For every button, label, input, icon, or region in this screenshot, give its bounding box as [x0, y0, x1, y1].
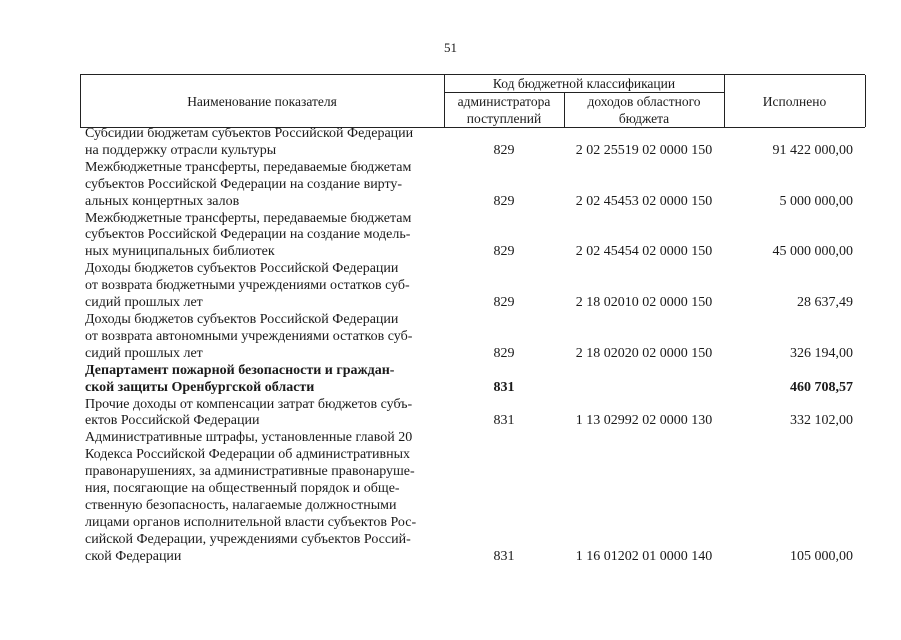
indicator-name-line: сидий прошлых лет	[85, 345, 203, 361]
admin-code: 829	[493, 244, 515, 260]
indicator-name-line: ных муниципальных библиотек	[85, 244, 275, 260]
income-code: 1 16 01202 01 0000 140	[575, 548, 713, 564]
indicator-name-line: от возврата автономными учреждениями остатков суб-	[85, 328, 413, 344]
indicator-name-line: ния, посягающие на общественный порядок и обще-	[85, 481, 400, 497]
table-row	[80, 363, 865, 397]
admin-code: 831	[493, 413, 515, 429]
table-row	[80, 261, 865, 312]
indicator-name-line: правонарушениях, за административные правонаруше-	[85, 464, 415, 480]
header-name: Наименование показателя	[187, 93, 337, 109]
income-code: 2 18 02010 02 0000 150	[575, 295, 713, 311]
table-row	[80, 312, 865, 363]
indicator-name-line: ской Федерации	[85, 548, 182, 564]
indicator-name-line: Административные штрафы, установленные главой 20	[85, 430, 413, 446]
indicator-name-line: субъектов Российской Федерации на создание модель-	[85, 227, 411, 243]
indicator-name	[80, 261, 441, 312]
indicator-name-line: Прочие доходы от компенсации затрат бюджетов субъ-	[85, 396, 413, 412]
income-code: 2 02 45453 02 0000 150	[575, 193, 713, 209]
executed-amount: 326 194,00	[790, 345, 853, 361]
indicator-name-line: Субсидии бюджетам субъектов Российской Федерации	[85, 126, 414, 141]
indicator-name-line: Межбюджетные трансферты, передаваемые бюджетам	[85, 210, 412, 226]
table-row	[80, 160, 865, 211]
header-income-line1: доходов областного	[587, 94, 701, 109]
header-admin-line2: поступлений	[466, 111, 542, 126]
indicator-name	[80, 211, 441, 262]
indicator-name	[80, 160, 441, 211]
indicator-name-line: субъектов Российской Федерации на создание вирту-	[85, 176, 403, 192]
indicator-name-line: ственную безопасность, налагаемые должностными	[85, 497, 397, 513]
table-row	[80, 126, 865, 160]
header-executed: Исполнено	[762, 93, 827, 109]
indicator-name	[80, 397, 441, 431]
executed-amount: 460 708,57	[790, 379, 853, 395]
income-code: 1 13 02992 02 0000 130	[575, 413, 713, 429]
table-row	[80, 211, 865, 262]
header-code-group: Код бюджетной классификации	[492, 76, 676, 91]
header-admin	[444, 93, 564, 127]
indicator-name-line: сийской Федерации, учреждениями субъектов Россий-	[85, 531, 411, 547]
indicator-name	[80, 126, 441, 160]
indicator-name	[80, 363, 441, 397]
admin-code: 829	[493, 193, 515, 209]
header-income	[564, 93, 724, 127]
indicator-name-line: Доходы бюджетов субъектов Российской Федерации	[85, 311, 399, 327]
table-row	[80, 430, 865, 565]
indicator-name-line: Доходы бюджетов субъектов Российской Федерации	[85, 261, 399, 277]
executed-amount: 105 000,00	[790, 548, 853, 564]
header-admin-line1: администратора	[457, 94, 551, 109]
admin-code: 829	[493, 345, 515, 361]
admin-code: 829	[493, 142, 515, 158]
indicator-name-line: Департамент пожарной безопасности и граждан-	[85, 362, 395, 378]
indicator-name-line: сидий прошлых лет	[85, 295, 203, 311]
executed-amount: 332 102,00	[790, 413, 853, 429]
indicator-name-line: ектов Российской Федерации	[85, 413, 260, 429]
admin-code: 831	[493, 379, 515, 395]
executed-amount: 45 000 000,00	[772, 244, 853, 260]
table-body	[80, 126, 865, 566]
indicator-name-line: Кодекса Российской Федерации об административных	[85, 447, 411, 463]
indicator-name-line: ской защиты Оренбургской области	[85, 379, 315, 395]
indicator-name-line: альных концертных залов	[85, 193, 240, 209]
income-code: 2 18 02020 02 0000 150	[575, 345, 713, 361]
executed-amount: 5 000 000,00	[779, 193, 853, 209]
income-code: 2 02 25519 02 0000 150	[575, 142, 713, 158]
indicator-name-line: лицами органов исполнительной власти субъектов Рос-	[85, 514, 417, 530]
admin-code: 829	[493, 295, 515, 311]
indicator-name-line: на поддержку отрасли культуры	[85, 142, 277, 158]
income-code: 2 02 45454 02 0000 150	[575, 244, 713, 260]
executed-amount: 91 422 000,00	[772, 142, 853, 158]
indicator-name-line: от возврата бюджетными учреждениями остатков суб-	[85, 278, 410, 294]
indicator-name	[80, 430, 441, 565]
page-number: 51	[444, 40, 457, 55]
indicator-name-line: Межбюджетные трансферты, передаваемые бюджетам	[85, 159, 412, 175]
admin-code: 831	[493, 548, 515, 564]
executed-amount: 28 637,49	[797, 295, 853, 311]
table-row	[80, 397, 865, 431]
table-header	[80, 74, 865, 128]
header-border-right	[865, 75, 866, 127]
indicator-name	[80, 312, 441, 363]
header-income-line2: бюджета	[618, 111, 670, 126]
